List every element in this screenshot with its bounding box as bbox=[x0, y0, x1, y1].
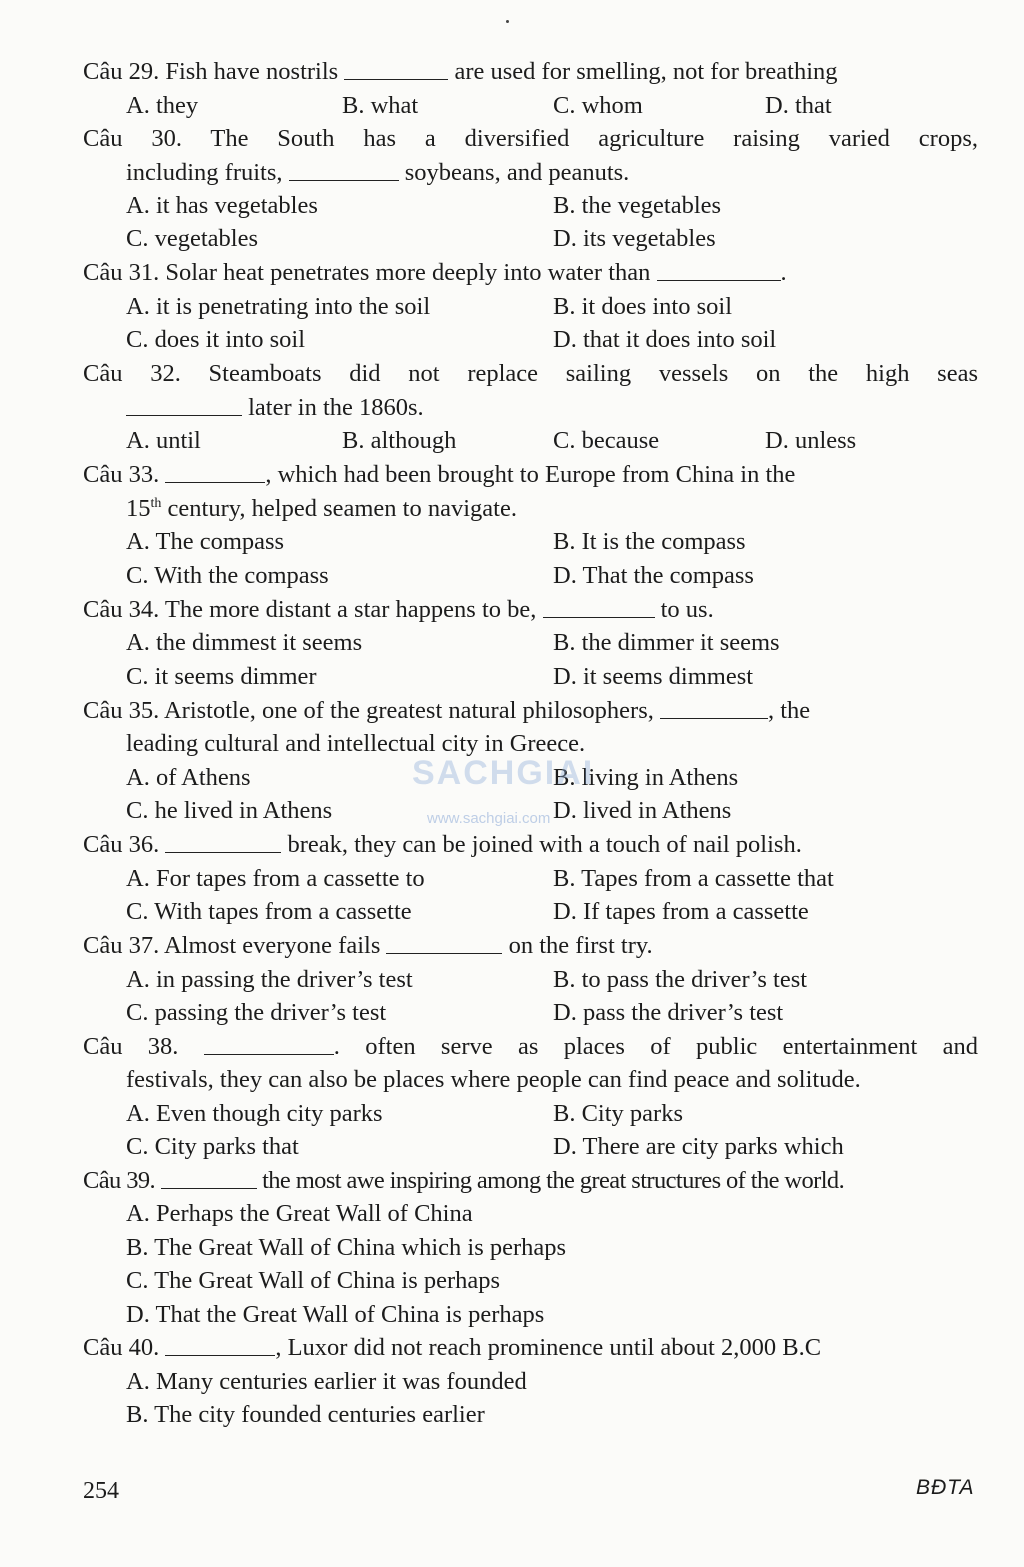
answer-blank bbox=[165, 1333, 275, 1356]
option-b: B. The city founded centuries earlier bbox=[126, 1401, 485, 1428]
page-number: 254 bbox=[83, 1478, 119, 1504]
answer-blank bbox=[165, 830, 281, 853]
option-a: A. Perhaps the Great Wall of China bbox=[126, 1200, 473, 1227]
question-39-stem: Câu 39. the most awe inspiring among the great structures of the world. bbox=[83, 1167, 845, 1194]
answer-blank bbox=[657, 258, 781, 281]
option-b: B. what bbox=[342, 92, 419, 119]
option-d: D. That the compass bbox=[553, 562, 754, 589]
question-38-stem-cont: festivals, they can also be places where people can find peace and solitude. bbox=[126, 1066, 861, 1093]
option-d: D. unless bbox=[765, 427, 857, 454]
option-b: B. it does into soil bbox=[553, 293, 733, 320]
option-c: C. whom bbox=[553, 92, 643, 119]
option-d: D. that bbox=[765, 92, 832, 119]
option-b: B. City parks bbox=[553, 1100, 683, 1127]
question-29-stem: Câu 29. Fish have nostrils are used for smelling, not for breathing bbox=[83, 58, 838, 85]
question-33-stem: Câu 33. , which had been brought to Europe from China in the bbox=[83, 461, 796, 488]
option-a: A. in passing the driver’s test bbox=[126, 966, 413, 993]
question-37-stem: Câu 37. Almost everyone fails on the first try. bbox=[83, 932, 653, 959]
option-a: A. they bbox=[126, 92, 199, 119]
answer-blank bbox=[289, 158, 399, 181]
option-d: D. If tapes from a cassette bbox=[553, 898, 809, 925]
option-b: B. to pass the driver’s test bbox=[553, 966, 808, 993]
answer-blank bbox=[386, 931, 502, 954]
option-a: A. The compass bbox=[126, 528, 285, 555]
answer-blank bbox=[204, 1032, 334, 1055]
answer-blank bbox=[161, 1166, 257, 1189]
question-30-stem: Câu 30. The South has a diversified agriculture raising varied crops, bbox=[83, 125, 978, 152]
option-c: C. City parks that bbox=[126, 1133, 299, 1160]
option-d: D. it seems dimmest bbox=[553, 663, 754, 690]
option-a: A. until bbox=[126, 427, 201, 454]
question-40-stem: Câu 40. , Luxor did not reach prominence until about 2,000 B.C bbox=[83, 1334, 822, 1361]
answer-blank bbox=[126, 393, 242, 416]
answer-blank bbox=[660, 696, 768, 719]
option-b: B. It is the compass bbox=[553, 528, 746, 555]
option-c: C. With the compass bbox=[126, 562, 329, 589]
option-a: A. it has vegetables bbox=[126, 192, 318, 219]
question-31-stem: Câu 31. Solar heat penetrates more deeply into water than . bbox=[83, 259, 787, 286]
option-d: D. that it does into soil bbox=[553, 326, 777, 353]
answer-blank bbox=[165, 460, 265, 483]
option-a: A. For tapes from a cassette to bbox=[126, 865, 425, 892]
option-b: B. Tapes from a cassette that bbox=[553, 865, 834, 892]
question-35-stem: Câu 35. Aristotle, one of the greatest natural philosophers, , the bbox=[83, 697, 811, 724]
option-c: C. it seems dimmer bbox=[126, 663, 317, 690]
option-c: C. vegetables bbox=[126, 225, 258, 252]
watermark-brand: SACHGIAI bbox=[412, 754, 595, 792]
scan-speck bbox=[506, 20, 509, 23]
question-32-stem: Câu 32. Steamboats did not replace sailing vessels on the high seas bbox=[83, 360, 978, 387]
option-a: A. Even though city parks bbox=[126, 1100, 383, 1127]
option-d: D. lived in Athens bbox=[553, 797, 732, 824]
option-b: B. the dimmer it seems bbox=[553, 629, 780, 656]
option-a: A. of Athens bbox=[126, 764, 251, 791]
question-38-stem: Câu 38. . often serve as places of public entertainment and bbox=[83, 1033, 978, 1060]
option-a: A. the dimmest it seems bbox=[126, 629, 363, 656]
option-c: C. passing the driver’s test bbox=[126, 999, 387, 1026]
option-c: C. The Great Wall of China is perhaps bbox=[126, 1267, 501, 1294]
option-d: D. That the Great Wall of China is perhaps bbox=[126, 1301, 545, 1328]
option-b: B. living in Athens bbox=[553, 764, 739, 791]
footer-tag: BĐTA bbox=[916, 1476, 975, 1499]
question-30-stem-cont: including fruits, soybeans, and peanuts. bbox=[126, 159, 630, 186]
option-a: A. Many centuries earlier it was founded bbox=[126, 1368, 527, 1395]
option-c: C. does it into soil bbox=[126, 326, 306, 353]
question-36-stem: Câu 36. break, they can be joined with a touch of nail polish. bbox=[83, 831, 802, 858]
question-32-stem-cont: later in the 1860s. bbox=[126, 391, 978, 425]
question-33-stem-cont: 15th century, helped seamen to navigate. bbox=[126, 495, 517, 522]
option-d: D. There are city parks which bbox=[553, 1133, 844, 1160]
option-c: C. With tapes from a cassette bbox=[126, 898, 412, 925]
option-b: B. The Great Wall of China which is perhaps bbox=[126, 1234, 567, 1261]
option-c: C. because bbox=[553, 427, 660, 454]
option-d: D. its vegetables bbox=[553, 225, 716, 252]
option-d: D. pass the driver’s test bbox=[553, 999, 784, 1026]
question-34-stem: Câu 34. The more distant a star happens to be, to us. bbox=[83, 596, 714, 623]
option-b: B. although bbox=[342, 427, 457, 454]
option-c: C. he lived in Athens bbox=[126, 797, 333, 824]
option-a: A. it is penetrating into the soil bbox=[126, 293, 431, 320]
question-35-stem-cont: leading cultural and intellectual city in Greece. bbox=[126, 730, 586, 757]
option-b: B. the vegetables bbox=[553, 192, 722, 219]
answer-blank bbox=[543, 595, 655, 618]
answer-blank bbox=[344, 57, 448, 80]
watermark-url: www.sachgiai.com bbox=[427, 810, 551, 827]
